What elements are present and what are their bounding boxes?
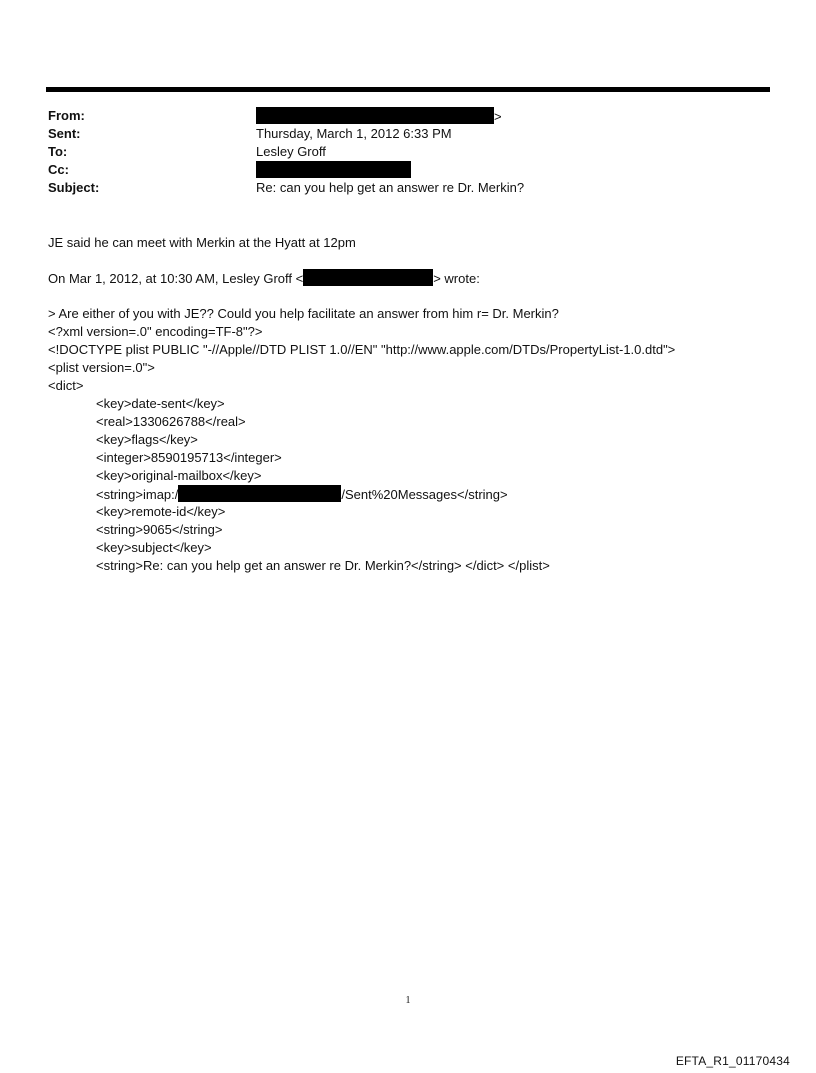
plist-line: <integer>8590195713</integer> [96, 450, 282, 465]
plist-line: <real>1330626788</real> [96, 414, 246, 429]
quote-intro [48, 269, 480, 288]
sent-label: Sent: [48, 126, 81, 141]
imap-suffix: /Sent%20Messages</string> [341, 487, 508, 502]
quote-intro-prefix: On Mar 1, 2012, at 10:30 AM, Lesley Groff < [48, 271, 304, 286]
sent-value: Thursday, March 1, 2012 6:33 PM [256, 126, 452, 141]
quoted-text: > Are either of you with JE?? Could you help facilitate an answer from him r= Dr. Merkin? [48, 306, 559, 321]
from-suffix: > [494, 109, 502, 124]
plist-line: <string>9065</string> [96, 522, 223, 537]
plist-open: <plist version=.0"> [48, 360, 155, 375]
imap-line [96, 485, 508, 504]
from-value [256, 107, 502, 126]
plist-line: <key>original-mailbox</key> [96, 468, 262, 483]
subject-value: Re: can you help get an answer re Dr. Merkin? [256, 180, 525, 195]
cc-label: Cc: [48, 162, 69, 177]
from-label: From: [48, 108, 85, 123]
page-number: 1 [405, 995, 411, 1006]
redaction-box [256, 107, 494, 124]
plist-line: <string>Re: can you help get an answer re Dr. Merkin?</string> </dict> </plist> [96, 558, 550, 573]
plist-line: <key>date-sent</key> [96, 396, 225, 411]
imap-prefix: <string>imap:/ [96, 487, 179, 502]
xml-declaration: <?xml version=.0" encoding=TF-8"?> [48, 324, 263, 339]
doctype-line: <!DOCTYPE plist PUBLIC "-//Apple//DTD PLIST 1.0//EN" "http://www.apple.com/DTDs/PropertyList-1.0.dtd"> [48, 342, 676, 357]
dict-open: <dict> [48, 378, 84, 393]
to-label: To: [48, 144, 68, 159]
redaction-box [303, 269, 433, 286]
plist-line: <key>remote-id</key> [96, 504, 226, 519]
header-rule [46, 87, 770, 92]
subject-label: Subject: [48, 180, 100, 195]
to-value: Lesley Groff [256, 144, 326, 159]
message-line: JE said he can meet with Merkin at the Hyatt at 12pm [48, 235, 356, 250]
bates-number: EFTA_R1_01170434 [675, 1054, 790, 1068]
redaction-box [178, 485, 341, 502]
redaction-box [256, 161, 411, 178]
plist-line: <key>subject</key> [96, 540, 212, 555]
plist-line: <key>flags</key> [96, 432, 198, 447]
cc-value [256, 161, 411, 180]
quote-intro-suffix: > wrote: [433, 271, 480, 286]
